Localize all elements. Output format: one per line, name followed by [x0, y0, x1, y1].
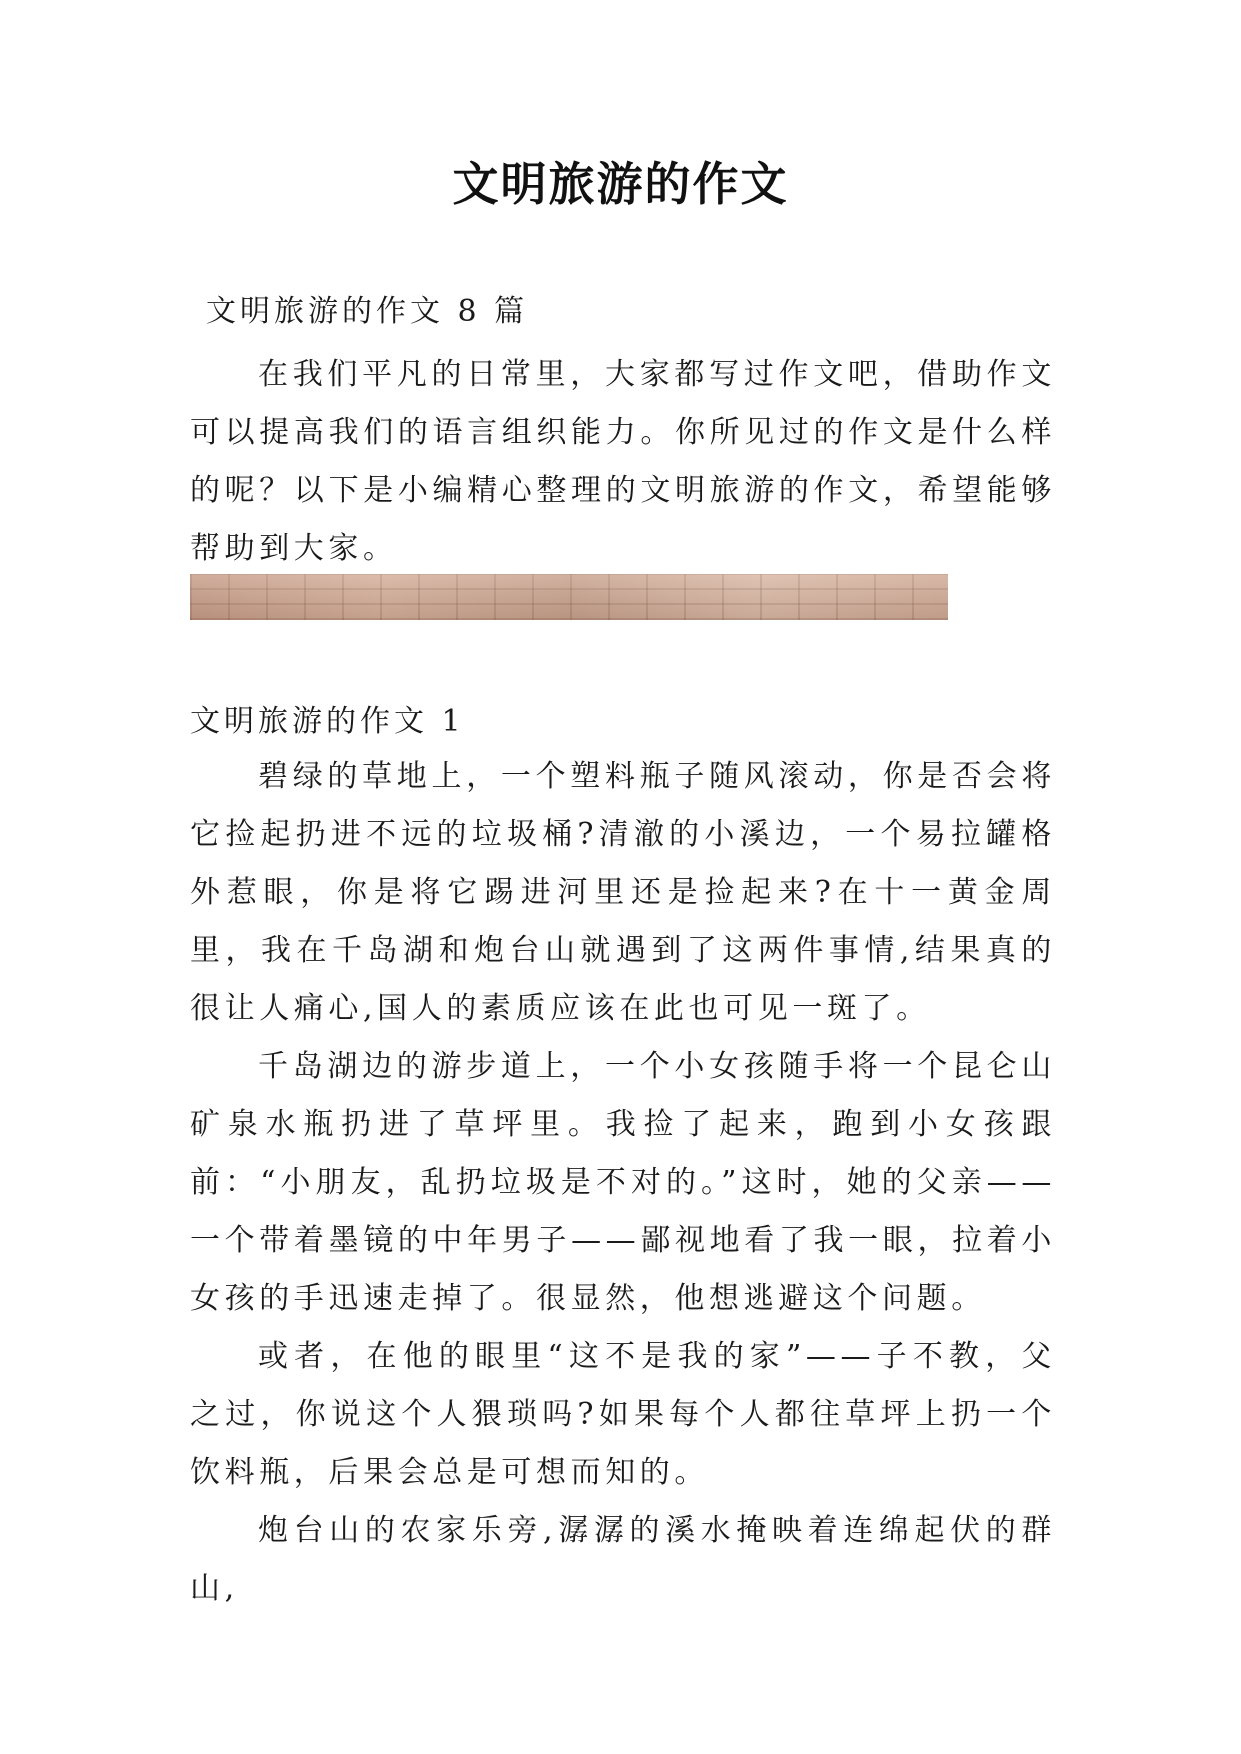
essay-paragraph: 或者，在他的眼里“这不是我的家”——子不教，父之过，你说这个人猥琐吗?如果每个人都往草坪上扔一个饮料瓶，后果会总是可想而知的。	[190, 1339, 1056, 1490]
document-title: 文明旅游的作文	[452, 157, 789, 211]
document-subtitle: 文明旅游的作文 8 篇	[206, 294, 529, 329]
intro-section	[190, 346, 1056, 578]
essay-paragraph: 炮台山的农家乐旁,潺潺的溪水掩映着连绵起伏的群山,	[190, 1513, 1056, 1606]
intro-paragraph: 在我们平凡的日常里，大家都写过作文吧，借助作文可以提高我们的语言组织能力。你所见过的作文是什么样的呢？以下是小编精心整理的文明旅游的作文，希望能够帮助到大家。	[190, 357, 1056, 566]
essay-paragraph: 千岛湖边的游步道上，一个小女孩随手将一个昆仑山矿泉水瓶扔进了草坪里。我捡了起来，跑到小女孩跟前：“小朋友，乱扔垃圾是不对的。”这时，她的父亲——一个带着墨镜的中年男子——鄙视地看了我一眼，拉着小女孩的手迅速走掉了。很显然，他想逃避这个问题。	[190, 1049, 1056, 1316]
section-heading: 文明旅游的作文 1	[190, 704, 465, 739]
essay-body	[190, 748, 1056, 1618]
brick-pavement-photo	[190, 574, 948, 620]
essay-paragraph: 碧绿的草地上，一个塑料瓶子随风滚动，你是否会将它捡起扔进不远的垃圾桶?清澈的小溪边，一个易拉罐格外惹眼，你是将它踢进河里还是捡起来?在十一黄金周里，我在千岛湖和炮台山就遇到了这两件事情,结果真的很让人痛心,国人的素质应该在此也可见一斑了。	[190, 759, 1056, 1026]
